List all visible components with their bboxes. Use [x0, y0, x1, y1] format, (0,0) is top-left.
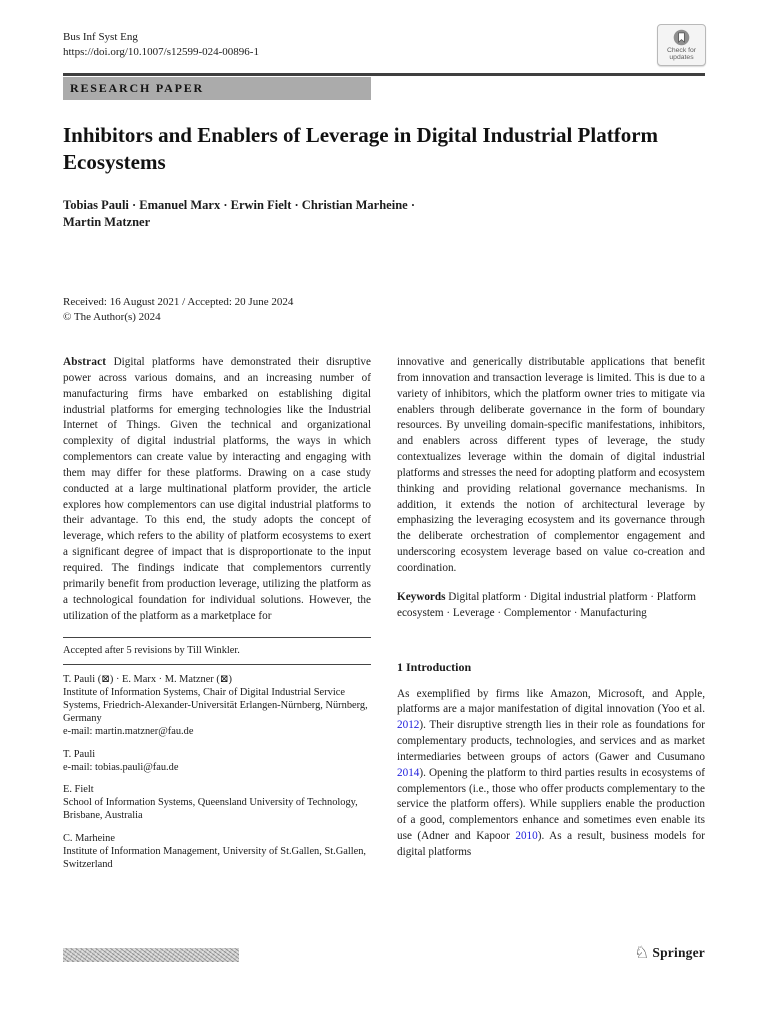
- springer-knight-icon: ♘: [634, 943, 650, 962]
- author-list: [63, 197, 663, 231]
- two-column-body: [63, 355, 705, 880]
- abstract-text-col1: Digital platforms have demonstrated their disruptive power across various domains, and an increasing number of manufacturing firms have embarked on establishing digital industrial platforms for emerging technologies like the Industrial Internet of Things. Given the technical and organizational complexity of digital industrial platforms, the ways in which complementors can create value by interacting and engaging with them may differ for these platforms. Drawing on a case study conducted at a large multinational platform provider, the article explores how complementors can use digital industrial platforms to their advantage. To this end, the study adopts the concept of leverage, which refers to the ability of platform ecosystems to exert a significant degree of impact that is disproportionate to the input required. The findings indicate that complementors currently primarily benefit from production leverage, utilizing the platform as a technological foundation for individual solutions. However, the utilization of the platform as a marketplace for: [63, 356, 371, 622]
- right-column: [397, 355, 705, 880]
- citation-link[interactable]: 2014: [397, 766, 420, 779]
- affiliation-authors: E. Fielt: [63, 783, 94, 795]
- abstract-paragraph-col1: [63, 355, 371, 624]
- affiliation-block: [63, 673, 371, 739]
- citation-link[interactable]: 2010: [515, 830, 538, 843]
- paragraph-text: ). Their disruptive strength lies in their role as foundations for complementary products, technologies, and services and as market intermediaries between groups of actors (Gawer and Cusumano: [397, 719, 705, 763]
- affiliation-block: [63, 783, 371, 823]
- doi-link[interactable]: https://doi.org/10.1007/s12599-024-00896-1: [63, 46, 259, 58]
- affiliation-authors: T. Pauli (⊠) · E. Marx · M. Matzner (⊠): [63, 673, 232, 685]
- author-line-2: Martin Matzner: [63, 215, 151, 229]
- affiliation-address: Institute of Information Systems, Chair of Digital Industrial Service Systems, Friedrich-Alexander-Universität Erlangen-Nürnberg, Nürnberg, Germany: [63, 686, 368, 725]
- email-link[interactable]: e-mail: martin.matzner@fau.de: [63, 726, 194, 738]
- footnote-divider: [63, 664, 371, 665]
- affiliation-address: School of Information Systems, Queensland University of Technology, Brisbane, Australia: [63, 797, 358, 822]
- copyright-line: © The Author(s) 2024: [63, 310, 161, 323]
- article-title: Inhibitors and Enablers of Leverage in Digital Industrial Platform Ecosystems: [63, 123, 659, 174]
- author-line-1: Tobias Pauli · Emanuel Marx · Erwin Fielt · Christian Marheine ·: [63, 198, 415, 212]
- affiliation-block: [63, 748, 371, 774]
- introduction-heading: 1 Introduction: [397, 659, 472, 674]
- left-column: [63, 355, 371, 880]
- paragraph-text: ). Opening the platform to third parties results in ecosystems of complementors (i.e., those who offer products complementary to the service the platform offers). While suppliers enable the production of a good, complementors enhance and sometimes even enable its use (Adner and Kapoor: [397, 766, 705, 843]
- keywords-label: Keywords: [397, 590, 446, 603]
- affiliation-address: Institute of Information Management, University of St.Gallen, St.Gallen, Switzerland: [63, 845, 366, 870]
- footnote-divider-top: [63, 637, 371, 638]
- paragraph-text: ). As a result, business models for digital platforms: [397, 830, 705, 858]
- journal-name: Bus Inf Syst Eng: [63, 31, 138, 43]
- affiliation-authors: C. Marheine: [63, 832, 115, 844]
- abstract-paragraph-col2: [397, 355, 705, 577]
- accepted-note: Accepted after 5 revisions by Till Winkler.: [63, 645, 240, 657]
- keywords-paragraph: [397, 590, 705, 622]
- introduction-paragraph: [397, 687, 705, 861]
- abstract-text-col2: innovative and generically distributable applications that benefit from innovation and transaction leverage is limited. This is due to a variety of inhibitors, which the platform owner tries to mitigate via enablers through deliberate governance in the form of boundary resources. By unveiling domain-specific manifestations, inhibitors, and enablers across different types of leverage, the study contextualizes leverage within the domain of digital industrial platforms and stresses the need for adopting platform and ecosystem thinking and providing relational governance mechanisms. In addition, it extends the notion of architectural leverage by emphasizing the leveraging ecosystem and its governance through the deliberate orchestration of complementor engagement and underscoring ecosystem leverage based on value co-creation and coordination.: [397, 356, 705, 574]
- email-link[interactable]: e-mail: tobias.pauli@fau.de: [63, 761, 179, 773]
- article-history: [63, 295, 483, 324]
- author-affiliations: [63, 673, 371, 872]
- check-for-updates-label: Check for updates: [666, 46, 697, 61]
- paragraph-text: As exemplified by firms like Amazon, Microsoft, and Apple, platforms are a major manifestation of digital innovation (Yoo et al.: [397, 687, 705, 716]
- footer-texture-bar: [63, 948, 239, 962]
- publisher-name: Springer: [652, 944, 705, 960]
- received-accepted-dates: Received: 16 August 2021 / Accepted: 20 June 2024: [63, 296, 294, 308]
- check-for-updates-badge[interactable]: [657, 24, 706, 66]
- bookmark-icon: [673, 29, 690, 46]
- keywords-text: Digital platform · Digital industrial platform · Platform ecosystem · Leverage · Complementor · Manufacturing: [397, 590, 696, 619]
- header-divider: [63, 73, 705, 76]
- section-label: RESEARCH PAPER: [70, 81, 204, 95]
- abstract-label: Abstract: [63, 356, 107, 368]
- affiliation-authors: T. Pauli: [63, 748, 96, 760]
- research-paper-banner: [63, 77, 371, 100]
- affiliation-block: [63, 832, 371, 872]
- springer-logo: [634, 944, 705, 961]
- citation-link[interactable]: 2012: [397, 719, 420, 732]
